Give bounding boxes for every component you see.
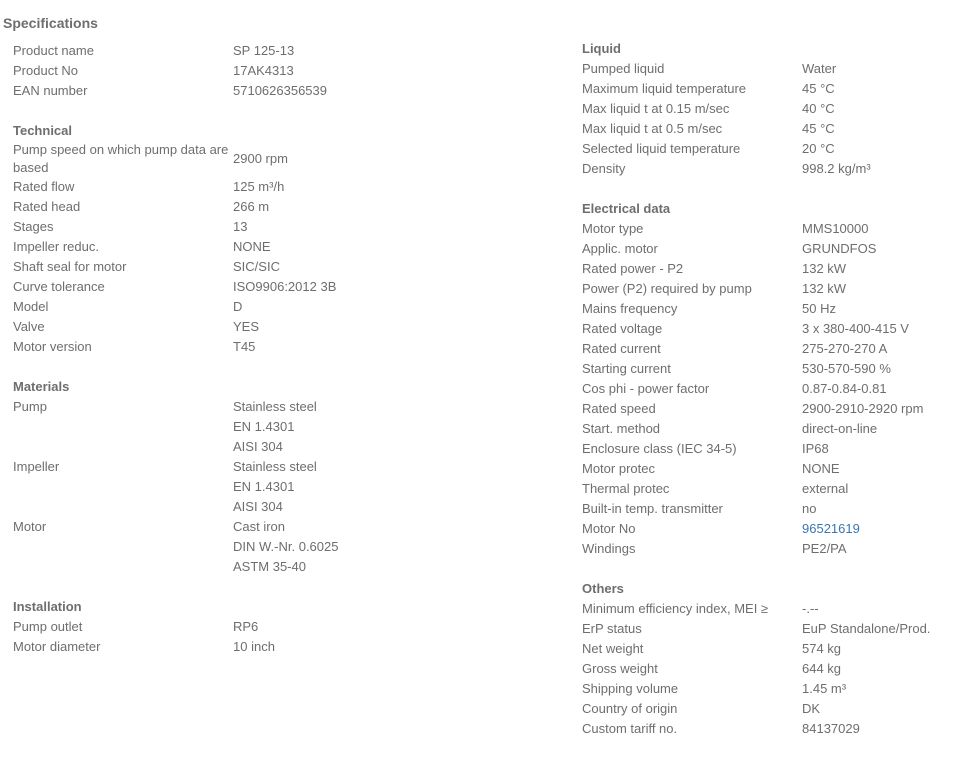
spec-label: Shipping volume xyxy=(582,681,679,696)
spec-value: NONE xyxy=(233,239,271,254)
spec-values xyxy=(233,81,327,101)
spec-values xyxy=(233,257,280,277)
spec-row xyxy=(582,379,960,399)
spec-label: Product name xyxy=(13,43,94,58)
spec-label: Rated voltage xyxy=(582,321,663,336)
spec-row xyxy=(582,119,960,139)
spec-label: Product No xyxy=(13,63,79,78)
spec-value: 84137029 xyxy=(802,721,860,736)
spec-label: Pumped liquid xyxy=(582,61,665,76)
spec-value: 644 kg xyxy=(802,661,842,676)
spec-row xyxy=(582,339,960,359)
spec-label: Pump xyxy=(13,399,47,414)
spec-values xyxy=(233,317,259,337)
spec-value: ISO9906:2012 3B xyxy=(233,279,337,294)
spec-values xyxy=(233,297,242,317)
spec-label: Cos phi - power factor xyxy=(582,381,710,396)
spec-section-materials xyxy=(13,377,553,577)
spec-row xyxy=(582,399,960,419)
spec-label: Rated power - P2 xyxy=(582,261,684,276)
spec-value: -.-- xyxy=(802,601,819,616)
spec-value: 530-570-590 % xyxy=(802,361,891,376)
spec-label: Motor No xyxy=(582,521,636,536)
spec-values xyxy=(802,159,871,179)
spec-values xyxy=(802,99,835,119)
spec-label: Valve xyxy=(13,319,45,334)
spec-value: 3 x 380-400-415 V xyxy=(802,321,909,336)
spec-row xyxy=(582,619,960,639)
spec-row xyxy=(582,479,960,499)
spec-row xyxy=(582,279,960,299)
spec-values xyxy=(802,319,909,339)
spec-label: Motor type xyxy=(582,221,644,236)
spec-value: EN 1.4301 xyxy=(233,419,295,434)
spec-value: Cast iron xyxy=(233,519,286,534)
spec-label: Model xyxy=(13,299,49,314)
spec-values xyxy=(802,379,887,399)
spec-label: Minimum efficiency index, MEI ≥ xyxy=(582,601,769,616)
spec-row xyxy=(582,519,960,539)
spec-values xyxy=(233,61,294,81)
spec-label: Net weight xyxy=(582,641,644,656)
spec-label: Rated current xyxy=(582,341,661,356)
spec-values xyxy=(233,217,247,237)
spec-row xyxy=(13,457,553,517)
spec-value: Water xyxy=(802,61,837,76)
section-title: Liquid xyxy=(582,41,621,56)
spec-value: 45 °C xyxy=(802,121,835,136)
spec-values xyxy=(802,359,891,379)
spec-label: Starting current xyxy=(582,361,671,376)
spec-label: Gross weight xyxy=(582,661,658,676)
spec-label: Impeller xyxy=(13,459,60,474)
spec-values xyxy=(802,219,868,239)
spec-value: SIC/SIC xyxy=(233,259,280,274)
spec-label: Pump speed on which pump data are based xyxy=(13,142,229,175)
spec-label: Built-in temp. transmitter xyxy=(582,501,723,516)
spec-row xyxy=(13,397,553,457)
spec-value: 20 °C xyxy=(802,141,835,156)
spec-label: Motor version xyxy=(13,339,92,354)
spec-row xyxy=(13,297,553,317)
spec-row xyxy=(13,217,553,237)
spec-row xyxy=(582,419,960,439)
spec-row xyxy=(582,359,960,379)
spec-values xyxy=(802,499,816,519)
spec-values xyxy=(802,519,860,539)
spec-values xyxy=(802,439,829,459)
spec-row xyxy=(582,719,960,739)
spec-value: AISI 304 xyxy=(233,499,283,514)
spec-value: 50 Hz xyxy=(802,301,836,316)
spec-row xyxy=(582,299,960,319)
left-column xyxy=(13,41,553,677)
spec-value: IP68 xyxy=(802,441,829,456)
spec-row xyxy=(13,517,553,577)
spec-row xyxy=(13,337,553,357)
spec-label: Rated speed xyxy=(582,401,656,416)
spec-value: 0.87-0.84-0.81 xyxy=(802,381,887,396)
spec-values xyxy=(802,459,840,479)
spec-section-electrical-data xyxy=(582,199,960,559)
spec-values xyxy=(233,277,336,297)
spec-label: Stages xyxy=(13,219,54,234)
spec-label: Motor diameter xyxy=(13,639,101,654)
spec-values xyxy=(802,119,835,139)
spec-row xyxy=(13,277,553,297)
spec-label: Rated head xyxy=(13,199,81,214)
spec-row xyxy=(13,81,553,101)
spec-values xyxy=(233,41,294,61)
spec-label: Curve tolerance xyxy=(13,279,105,294)
spec-value: RP6 xyxy=(233,619,259,634)
spec-label: Impeller reduc. xyxy=(13,239,99,254)
spec-row xyxy=(582,139,960,159)
spec-value: T45 xyxy=(233,339,256,354)
spec-values xyxy=(802,539,847,559)
spec-value: D xyxy=(233,299,243,314)
spec-row xyxy=(13,637,553,657)
spec-row xyxy=(13,317,553,337)
spec-value: DK xyxy=(802,701,821,716)
spec-values xyxy=(233,197,269,217)
spec-value: direct-on-line xyxy=(802,421,878,436)
spec-label: Max liquid t at 0.15 m/sec xyxy=(582,101,730,116)
spec-values xyxy=(802,719,860,739)
spec-values xyxy=(233,177,284,197)
spec-value: external xyxy=(802,481,849,496)
spec-row xyxy=(582,79,960,99)
spec-row xyxy=(582,259,960,279)
section-title: Installation xyxy=(13,599,82,614)
spec-value: MMS10000 xyxy=(802,221,869,236)
spec-row xyxy=(582,499,960,519)
spec-values xyxy=(802,279,846,299)
spec-row xyxy=(582,439,960,459)
spec-values xyxy=(233,617,258,637)
spec-row xyxy=(13,61,553,81)
right-column xyxy=(582,39,960,759)
spec-row xyxy=(582,159,960,179)
spec-value: EN 1.4301 xyxy=(233,479,295,494)
spec-values xyxy=(233,149,288,169)
spec-label: ErP status xyxy=(582,621,642,636)
section-title: Technical xyxy=(13,123,73,138)
spec-row xyxy=(13,177,553,197)
spec-section-technical xyxy=(13,121,553,357)
spec-row xyxy=(582,639,960,659)
spec-value: no xyxy=(802,501,817,516)
spec-value: 45 °C xyxy=(802,81,835,96)
spec-value: 266 m xyxy=(233,199,270,214)
spec-label: Rated flow xyxy=(13,179,75,194)
spec-value: 2900 rpm xyxy=(233,151,288,166)
spec-values xyxy=(233,637,275,657)
spec-value: DIN W.-Nr. 0.6025 xyxy=(233,539,339,554)
section-title: Others xyxy=(582,581,624,596)
spec-values xyxy=(802,139,835,159)
spec-values xyxy=(802,639,841,659)
spec-value: 40 °C xyxy=(802,101,835,116)
spec-row xyxy=(582,319,960,339)
spec-row xyxy=(582,99,960,119)
spec-label: Mains frequency xyxy=(582,301,678,316)
spec-label: Country of origin xyxy=(582,701,678,716)
spec-value: PE2/PA xyxy=(802,541,847,556)
spec-values xyxy=(802,599,819,619)
spec-value: SP 125-13 xyxy=(233,43,295,58)
spec-label: Motor protec xyxy=(582,461,655,476)
spec-label: EAN number xyxy=(13,83,88,98)
spec-row xyxy=(582,679,960,699)
spec-row xyxy=(582,699,960,719)
spec-values xyxy=(802,619,930,639)
spec-row xyxy=(582,659,960,679)
spec-label: Enclosure class (IEC 34-5) xyxy=(582,441,737,456)
spec-value: ASTM 35-40 xyxy=(233,559,306,574)
spec-label: Maximum liquid temperature xyxy=(582,81,747,96)
spec-label: Windings xyxy=(582,541,636,556)
spec-row xyxy=(13,257,553,277)
spec-value: GRUNDFOS xyxy=(802,241,877,256)
spec-values xyxy=(802,239,876,259)
motor-no-link[interactable]: 96521619 xyxy=(802,521,860,536)
section-title: Electrical data xyxy=(582,201,671,216)
spec-label: Motor xyxy=(13,519,47,534)
spec-values xyxy=(233,517,338,577)
spec-value: 5710626356539 xyxy=(233,83,327,98)
spec-row xyxy=(13,237,553,257)
spec-values xyxy=(802,299,836,319)
spec-row xyxy=(582,239,960,259)
spec-values xyxy=(233,397,317,457)
spec-label: Pump outlet xyxy=(13,619,83,634)
spec-label: Start. method xyxy=(582,421,661,436)
spec-label: Power (P2) required by pump xyxy=(582,281,752,296)
spec-label: Shaft seal for motor xyxy=(13,259,127,274)
spec-section-others xyxy=(582,579,960,739)
spec-label: Max liquid t at 0.5 m/sec xyxy=(582,121,723,136)
spec-value: 2900-2910-2920 rpm xyxy=(802,401,924,416)
spec-row xyxy=(13,617,553,637)
spec-values xyxy=(233,337,255,357)
spec-values xyxy=(802,79,835,99)
spec-values xyxy=(802,399,923,419)
spec-row xyxy=(582,539,960,559)
spec-value: NONE xyxy=(802,461,840,476)
spec-row xyxy=(582,599,960,619)
spec-value: 1.45 m³ xyxy=(802,681,847,696)
spec-values xyxy=(802,419,877,439)
spec-values xyxy=(802,339,887,359)
spec-values xyxy=(802,659,841,679)
spec-row xyxy=(582,459,960,479)
spec-value: 13 xyxy=(233,219,248,234)
spec-row xyxy=(582,59,960,79)
section-title: Materials xyxy=(13,379,70,394)
spec-label: Selected liquid temperature xyxy=(582,141,741,156)
spec-value: 998.2 kg/m³ xyxy=(802,161,871,176)
spec-label: Custom tariff no. xyxy=(582,721,678,736)
spec-label: Thermal protec xyxy=(582,481,670,496)
spec-row xyxy=(13,197,553,217)
spec-section-general xyxy=(13,41,553,101)
spec-value: YES xyxy=(233,319,260,334)
spec-value: 10 inch xyxy=(233,639,275,654)
spec-value: 132 kW xyxy=(802,281,847,296)
spec-values xyxy=(802,699,820,719)
spec-values xyxy=(233,457,317,517)
spec-values xyxy=(802,59,836,79)
spec-row xyxy=(13,41,553,61)
spec-values xyxy=(233,237,271,257)
spec-value: 17AK4313 xyxy=(233,63,294,78)
spec-label: Applic. motor xyxy=(582,241,658,256)
spec-value: 574 kg xyxy=(802,641,842,656)
spec-value: Stainless steel xyxy=(233,399,317,414)
page-title: Specifications xyxy=(3,15,98,31)
spec-row xyxy=(13,141,553,177)
spec-values xyxy=(802,679,846,699)
spec-value: Stainless steel xyxy=(233,459,317,474)
spec-row xyxy=(582,219,960,239)
spec-section-installation xyxy=(13,597,553,657)
spec-values xyxy=(802,479,848,499)
spec-section-liquid xyxy=(582,39,960,179)
spec-value: 132 kW xyxy=(802,261,847,276)
spec-values xyxy=(802,259,846,279)
spec-value: EuP Standalone/Prod. xyxy=(802,621,931,636)
spec-value: AISI 304 xyxy=(233,439,283,454)
spec-label: Density xyxy=(582,161,626,176)
spec-value: 125 m³/h xyxy=(233,179,285,194)
spec-value: 275-270-270 A xyxy=(802,341,888,356)
